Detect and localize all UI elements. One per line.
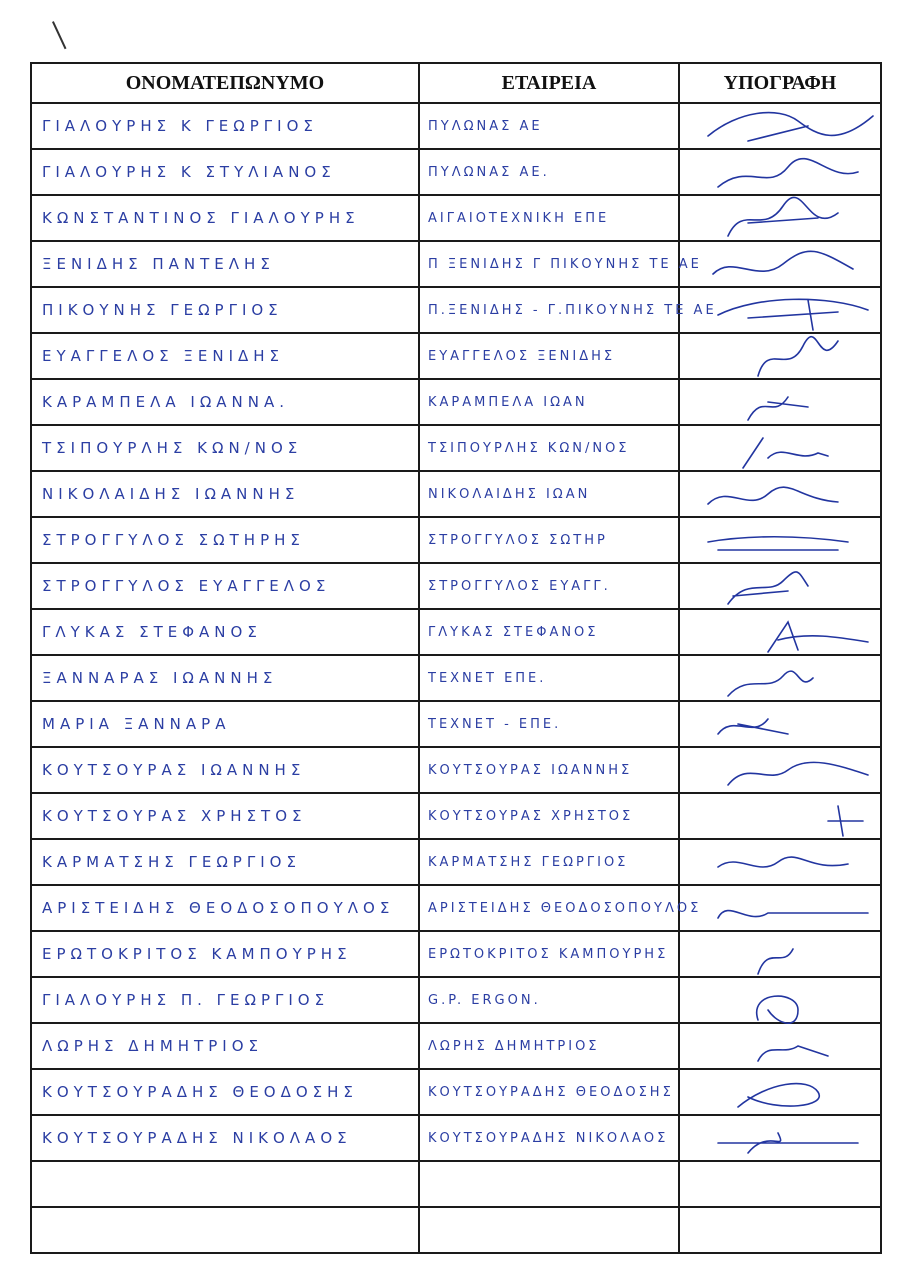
table-row bbox=[31, 195, 881, 241]
signature-cell bbox=[679, 103, 881, 149]
company-cell bbox=[419, 333, 679, 379]
signature-cell bbox=[679, 195, 881, 241]
table-row bbox=[31, 1115, 881, 1161]
name-cell bbox=[31, 885, 419, 931]
signature-cell bbox=[679, 241, 881, 287]
company-cell bbox=[419, 1207, 679, 1253]
signature-scribble bbox=[688, 336, 878, 378]
table-row bbox=[31, 977, 881, 1023]
name-cell bbox=[31, 1115, 419, 1161]
signature-cell bbox=[679, 471, 881, 517]
signature-cell bbox=[679, 287, 881, 333]
handwritten-company: ΕΥΑΓΓΕΛΟΣ ΞΕΝΙΔΗΣ bbox=[428, 349, 616, 364]
signature-scribble bbox=[688, 1118, 878, 1160]
signature-cell bbox=[679, 747, 881, 793]
header-company: ΕΤΑΙΡΕΙΑ bbox=[419, 63, 679, 103]
name-cell bbox=[31, 609, 419, 655]
company-cell bbox=[419, 149, 679, 195]
name-cell bbox=[31, 655, 419, 701]
name-cell bbox=[31, 793, 419, 839]
signature-scribble bbox=[688, 750, 878, 792]
table-row bbox=[31, 747, 881, 793]
handwritten-name: ΚΑΡΜΑΤΣΗΣ ΓΕΩΡΓΙΟΣ bbox=[42, 852, 301, 871]
handwritten-company: G.P. ERGON. bbox=[428, 993, 541, 1008]
handwritten-company: ΠΥΛΩΝΑΣ ΑΕ bbox=[428, 119, 543, 134]
handwritten-company: ΚΟΥΤΣΟΥΡΑΣ ΧΡΗΣΤΟΣ bbox=[428, 809, 634, 824]
handwritten-name: ΚΟΥΤΣΟΥΡΑΣ ΙΩΑΝΝΗΣ bbox=[42, 760, 306, 779]
handwritten-company: ΚΑΡΑΜΠΕΛΑ ΙΩΑΝ bbox=[428, 395, 588, 410]
signature-cell bbox=[679, 977, 881, 1023]
handwritten-name: ΚΑΡΑΜΠΕΛΑ ΙΩΑΝΝΑ. bbox=[42, 392, 290, 411]
handwritten-name: ΞΕΝΙΔΗΣ ΠΑΝΤΕΛΗΣ bbox=[42, 254, 275, 273]
table-row bbox=[31, 563, 881, 609]
company-cell bbox=[419, 563, 679, 609]
signature-cell bbox=[679, 1023, 881, 1069]
table-row bbox=[31, 333, 881, 379]
handwritten-name: ΛΩΡΗΣ ΔΗΜΗΤΡΙΟΣ bbox=[42, 1036, 263, 1055]
table-row bbox=[31, 241, 881, 287]
handwritten-name: ΝΙΚΟΛΑΙΔΗΣ ΙΩΑΝΝΗΣ bbox=[42, 484, 300, 503]
name-cell bbox=[31, 195, 419, 241]
name-cell bbox=[31, 1207, 419, 1253]
name-cell bbox=[31, 931, 419, 977]
signature-scribble bbox=[688, 106, 878, 148]
handwritten-company: ΚΟΥΤΣΟΥΡΑΔΗΣ ΝΙΚΟΛΑΟΣ bbox=[428, 1131, 669, 1146]
table-row bbox=[31, 931, 881, 977]
company-cell bbox=[419, 1161, 679, 1207]
signature-cell bbox=[679, 1115, 881, 1161]
company-cell bbox=[419, 931, 679, 977]
name-cell bbox=[31, 379, 419, 425]
company-cell bbox=[419, 1023, 679, 1069]
signature-cell bbox=[679, 425, 881, 471]
handwritten-name: ΕΥΑΓΓΕΛΟΣ ΞΕΝΙΔΗΣ bbox=[42, 346, 285, 365]
handwritten-name: ΚΟΥΤΣΟΥΡΑΔΗΣ ΝΙΚΟΛΑΟΣ bbox=[42, 1128, 352, 1147]
handwritten-company: ΛΩΡΗΣ ΔΗΜΗΤΡΙΟΣ bbox=[428, 1039, 600, 1054]
company-cell bbox=[419, 517, 679, 563]
signature-scribble bbox=[688, 980, 878, 1022]
name-cell bbox=[31, 747, 419, 793]
company-cell bbox=[419, 1115, 679, 1161]
signature-cell bbox=[679, 793, 881, 839]
signature-cell bbox=[679, 1207, 881, 1253]
handwritten-name: ΤΣΙΠΟΥΡΛΗΣ ΚΩΝ/ΝΟΣ bbox=[42, 438, 303, 457]
name-cell bbox=[31, 149, 419, 195]
signature-cell bbox=[679, 333, 881, 379]
signature-scribble bbox=[688, 382, 878, 424]
company-cell bbox=[419, 379, 679, 425]
handwritten-company: ΑΡΙΣΤΕΙΔΗΣ ΘΕΟΔΟΣΟΠΟΥΛΟΣ bbox=[428, 901, 702, 916]
signature-cell bbox=[679, 701, 881, 747]
name-cell bbox=[31, 471, 419, 517]
signature-cell bbox=[679, 839, 881, 885]
signature-scribble bbox=[688, 244, 878, 286]
company-cell bbox=[419, 655, 679, 701]
company-cell bbox=[419, 839, 679, 885]
company-cell bbox=[419, 287, 717, 333]
handwritten-company: ΤΕΧΝΕΤ ΕΠΕ. bbox=[428, 671, 547, 686]
handwritten-name: ΑΡΙΣΤΕΙΔΗΣ ΘΕΟΔΟΣΟΠΟΥΛΟΣ bbox=[42, 898, 395, 917]
handwritten-company: Π ΞΕΝΙΔΗΣ Γ ΠΙΚΟΥΝΗΣ ΤΕ ΑΕ bbox=[428, 257, 702, 272]
name-cell bbox=[31, 1161, 419, 1207]
table-row bbox=[31, 655, 881, 701]
company-cell bbox=[419, 885, 702, 931]
signature-scribble bbox=[688, 1026, 878, 1068]
name-cell bbox=[31, 977, 419, 1023]
table-row bbox=[31, 1023, 881, 1069]
name-cell bbox=[31, 517, 419, 563]
name-cell bbox=[31, 1023, 419, 1069]
signature-cell bbox=[679, 609, 881, 655]
signature-scribble bbox=[688, 1072, 878, 1114]
table-row bbox=[31, 425, 881, 471]
company-cell bbox=[419, 701, 679, 747]
table-row bbox=[31, 287, 881, 333]
header-row bbox=[31, 63, 881, 103]
company-cell bbox=[419, 241, 702, 287]
attendance-sheet bbox=[30, 62, 882, 1254]
company-cell bbox=[419, 103, 679, 149]
name-cell bbox=[31, 701, 419, 747]
handwritten-name: ΕΡΩΤΟΚΡΙΤΟΣ ΚΑΜΠΟΥΡΗΣ bbox=[42, 944, 352, 963]
signature-scribble bbox=[688, 290, 878, 332]
handwritten-name: ΓΙΑΛΟΥΡΗΣ Π. ΓΕΩΡΓΙΟΣ bbox=[42, 990, 330, 1009]
name-cell bbox=[31, 333, 419, 379]
signature-scribble bbox=[688, 520, 878, 562]
signature-scribble bbox=[688, 658, 878, 700]
signature-scribble bbox=[688, 704, 878, 746]
company-cell bbox=[419, 425, 679, 471]
table-row bbox=[31, 1161, 881, 1207]
signature-scribble bbox=[688, 842, 878, 884]
handwritten-company: ΕΡΩΤΟΚΡΙΤΟΣ ΚΑΜΠΟΥΡΗΣ bbox=[428, 947, 669, 962]
table-row bbox=[31, 885, 881, 931]
corner-pen-mark bbox=[52, 21, 66, 49]
handwritten-name: ΣΤΡΟΓΓΥΛΟΣ ΕΥΑΓΓΕΛΟΣ bbox=[42, 576, 331, 595]
signature-scribble bbox=[688, 474, 878, 516]
name-cell bbox=[31, 103, 419, 149]
signature-scribble bbox=[688, 566, 878, 608]
handwritten-name: ΚΟΥΤΣΟΥΡΑΣ ΧΡΗΣΤΟΣ bbox=[42, 806, 307, 825]
signature-scribble bbox=[688, 198, 878, 240]
handwritten-company: ΚΟΥΤΣΟΥΡΑΣ ΙΩΑΝΝΗΣ bbox=[428, 763, 633, 778]
name-cell bbox=[31, 1069, 419, 1115]
signature-cell bbox=[679, 931, 881, 977]
signature-cell bbox=[679, 517, 881, 563]
handwritten-name: ΠΙΚΟΥΝΗΣ ΓΕΩΡΓΙΟΣ bbox=[42, 300, 283, 319]
signature-scribble bbox=[688, 888, 878, 930]
table-row bbox=[31, 149, 881, 195]
table-row bbox=[31, 379, 881, 425]
handwritten-company: ΓΛΥΚΑΣ ΣΤΕΦΑΝΟΣ bbox=[428, 625, 599, 640]
handwritten-name: ΣΤΡΟΓΓΥΛΟΣ ΣΩΤΗΡΗΣ bbox=[42, 530, 305, 549]
handwritten-company: ΣΤΡΟΓΓΥΛΟΣ ΣΩΤΗΡ bbox=[428, 533, 608, 548]
table-row bbox=[31, 839, 881, 885]
handwritten-name: ΓΙΑΛΟΥΡΗΣ Κ ΣΤΥΛΙΑΝΟΣ bbox=[42, 162, 336, 181]
handwritten-name: ΚΟΥΤΣΟΥΡΑΔΗΣ ΘΕΟΔΟΣΗΣ bbox=[42, 1082, 358, 1101]
table-row bbox=[31, 517, 881, 563]
signature-cell bbox=[679, 1069, 881, 1115]
header-signature: ΥΠΟΓΡΑΦΗ bbox=[679, 63, 881, 103]
company-cell bbox=[419, 195, 679, 241]
handwritten-company: ΠΥΛΩΝΑΣ ΑΕ. bbox=[428, 165, 550, 180]
handwritten-name: ΜΑΡΙΑ ΞΑΝΝΑΡΑ bbox=[42, 714, 231, 733]
table-row bbox=[31, 471, 881, 517]
table-row bbox=[31, 793, 881, 839]
signature-scribble bbox=[688, 152, 878, 194]
company-cell bbox=[419, 793, 679, 839]
table-row bbox=[31, 701, 881, 747]
handwritten-company: Π.ΞΕΝΙΔΗΣ - Γ.ΠΙΚΟΥΝΗΣ ΤΕ ΑΕ bbox=[428, 303, 717, 318]
company-cell bbox=[419, 1069, 679, 1115]
table-row bbox=[31, 103, 881, 149]
table-row bbox=[31, 1207, 881, 1253]
handwritten-company: ΚΑΡΜΑΤΣΗΣ ΓΕΩΡΓΙΟΣ bbox=[428, 855, 629, 870]
company-cell bbox=[419, 471, 679, 517]
company-cell bbox=[419, 977, 679, 1023]
name-cell bbox=[31, 839, 419, 885]
handwritten-company: ΝΙΚΟΛΑΙΔΗΣ ΙΩΑΝ bbox=[428, 487, 591, 502]
signature-cell bbox=[679, 379, 881, 425]
signature-cell bbox=[679, 885, 881, 931]
signature-scribble bbox=[688, 428, 878, 470]
handwritten-company: ΚΟΥΤΣΟΥΡΑΔΗΣ ΘΕΟΔΟΣΗΣ bbox=[428, 1085, 674, 1100]
handwritten-company: ΤΣΙΠΟΥΡΛΗΣ ΚΩΝ/ΝΟΣ bbox=[428, 441, 630, 456]
signature-cell bbox=[679, 563, 881, 609]
name-cell bbox=[31, 287, 419, 333]
signature-cell bbox=[679, 655, 881, 701]
name-cell bbox=[31, 241, 419, 287]
name-cell bbox=[31, 563, 419, 609]
signature-scribble bbox=[688, 934, 878, 976]
signature-cell bbox=[679, 149, 881, 195]
company-cell bbox=[419, 747, 679, 793]
company-cell bbox=[419, 609, 679, 655]
handwritten-company: ΑΙΓΑΙΟΤΕΧΝΙΚΗ ΕΠΕ bbox=[428, 211, 610, 226]
table-row bbox=[31, 609, 881, 655]
header-name: ΟΝΟΜΑΤΕΠΩΝΥΜΟ bbox=[31, 63, 419, 103]
signature-scribble bbox=[688, 796, 878, 838]
signature-scribble bbox=[688, 612, 878, 654]
rows-body bbox=[31, 103, 881, 1253]
table-row bbox=[31, 1069, 881, 1115]
handwritten-name: ΓΙΑΛΟΥΡΗΣ Κ ΓΕΩΡΓΙΟΣ bbox=[42, 116, 318, 135]
signature-cell bbox=[679, 1161, 881, 1207]
handwritten-company: ΤΕΧΝΕΤ - ΕΠΕ. bbox=[428, 717, 562, 732]
handwritten-name: ΞΑΝΝΑΡΑΣ ΙΩΑΝΝΗΣ bbox=[42, 668, 278, 687]
handwritten-name: ΚΩΝΣΤΑΝΤΙΝΟΣ ΓΙΑΛΟΥΡΗΣ bbox=[42, 208, 360, 227]
handwritten-company: ΣΤΡΟΓΓΥΛΟΣ ΕΥΑΓΓ. bbox=[428, 579, 611, 594]
handwritten-name: ΓΛΥΚΑΣ ΣΤΕΦΑΝΟΣ bbox=[42, 622, 262, 641]
name-cell bbox=[31, 425, 419, 471]
